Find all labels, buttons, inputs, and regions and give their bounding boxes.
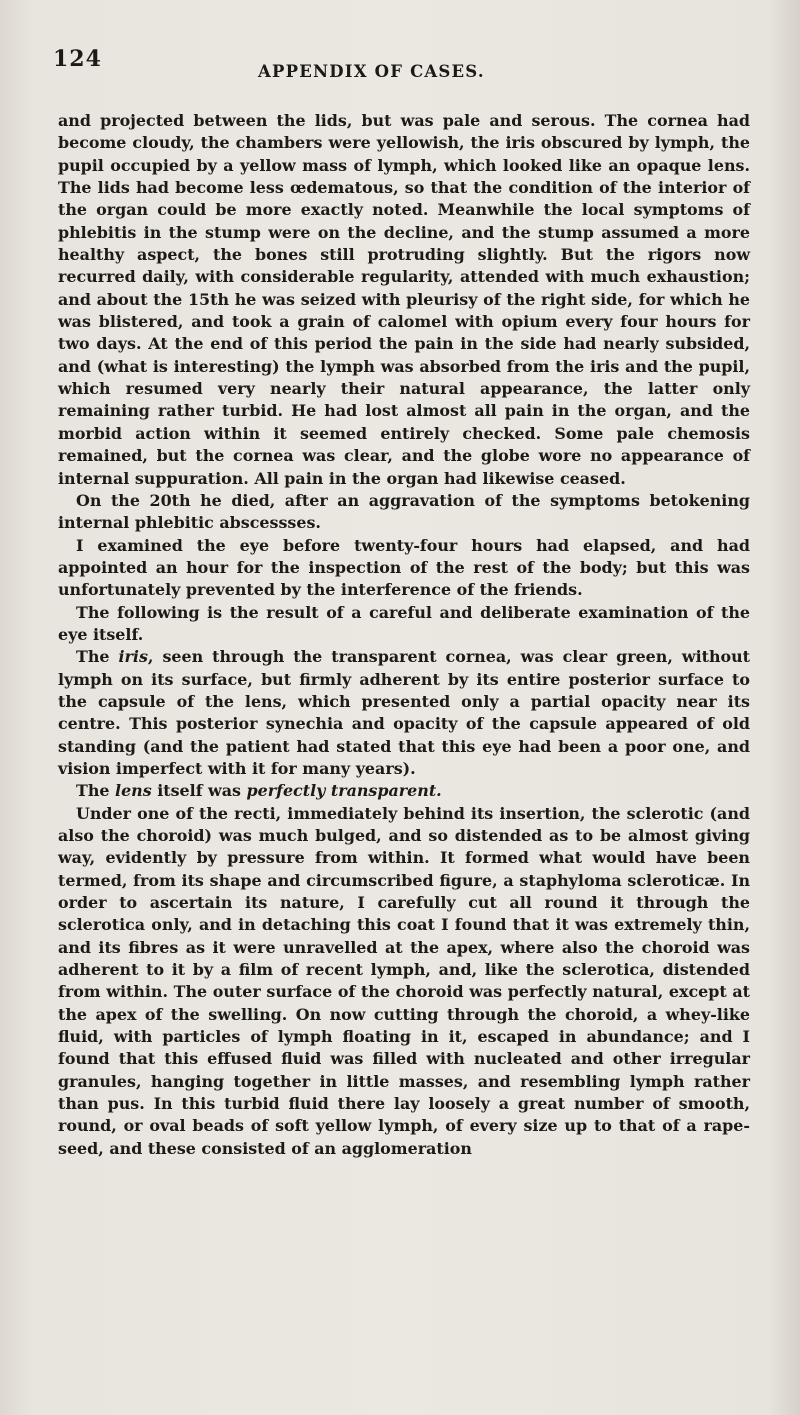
running-head: APPENDIX OF CASES. xyxy=(258,62,485,81)
paragraph-text: Under one of the recti, immediately behind its insertion, the sclerotic (and also the choroid) was much bulged, and so distended as to be almost giving way, evidently by pressure from within. It formed what would have been termed, from its shape and circumscribed figure, a staphyloma scleroticæ. In order to ascertain its nature, I carefully cut all round it through the sclerotica only, and in detaching this coat I found that it was extremely thin, and its fibres as it were unravelled at the apex, where also the choroid was adherent to it by a film of recent lymph, and, like the sclerotica, distended from within. The outer surface of the choroid was perfectly natural, except at the apex of the swelling. On now cutting through the choroid, a whey-like fluid, with particles of lymph floating in it, escaped in abundance; and I found that this effused fluid was filled with nucleated and other irregular granules, hanging together in little masses, and resembling lymph rather than pus. In this turbid fluid there lay loosely a great number of smooth, round, or oval beads of soft yellow lymph, of every size up to that of a rape-seed, and these consisted of an agglomeration xyxy=(58,803,750,1158)
body-text xyxy=(58,110,750,1160)
italic-term: perfectly transparent. xyxy=(246,781,442,801)
paragraph xyxy=(58,803,750,1161)
paragraph xyxy=(58,602,750,647)
paragraph xyxy=(58,110,750,490)
page-header xyxy=(0,46,800,86)
paragraph-lead: The xyxy=(76,781,116,801)
paragraph xyxy=(58,780,750,802)
italic-term: iris xyxy=(118,647,148,667)
paragraph-text: The following is the result of a careful and deliberate examination of the eye itself. xyxy=(58,602,750,644)
paragraph-text: , seen through the transparent cornea, was clear green, without lymph on its surface, but firmly adherent by its entire posterior surface to the capsule of the lens, which presented only a partial opacity near its centre. This posterior synechia and opacity of the capsule appeared of old standing (and the patient had stated that this eye had been a poor one, and vision imperfect with it for many years). xyxy=(58,647,750,778)
paragraph-lead: The xyxy=(76,647,119,667)
paragraph-text: On the 20th he died, after an aggravation of the symptoms betokening internal phlebitic abscessses. xyxy=(58,490,750,533)
paragraph xyxy=(58,490,750,535)
italic-term: lens xyxy=(115,781,152,801)
paragraph-text: I examined the eye before twenty-four hours had elapsed, and had appointed an hour for the inspection of the rest of the body; but this was unfortunately prevented by the interference of the friends. xyxy=(58,535,750,600)
paragraph xyxy=(58,535,750,602)
paragraph xyxy=(58,646,750,780)
paragraph-text: and projected between the lids, but was pale and serous. The cornea had become cloudy, the chambers were yellowish, the iris obscured by lymph, the pupil occupied by a yellow mass of lymph, which looked like an opaque lens. The lids had become less œdematous, so that the condition of the interior of the organ could be more exactly noted. Meanwhile the local symptoms of phlebitis in the stump were on the decline, and the stump assumed a more healthy aspect, the bones still protruding slightly. But the rigors now recurred daily, with considerable regularity, attended with much exhaustion; and about the 15th he was seized with pleurisy of the right side, for which he was blistered, and took a grain of calomel with opium every four hours for two days. At the end of this period the pain in the side had nearly subsided, and (what is interesting) the lymph was absorbed from the iris and the pupil, which resumed very nearly their natural appearance, the latter only remaining rather turbid. He had lost almost all pain in the organ, and the morbid action within it seemed entirely checked. Some pale chemosis remained, but the cornea was clear, and the globe wore no appearance of internal suppuration. All pain in the organ had likewise ceased. xyxy=(58,111,750,488)
page-number: 124 xyxy=(53,46,102,72)
paragraph-middle: itself was xyxy=(151,781,247,801)
